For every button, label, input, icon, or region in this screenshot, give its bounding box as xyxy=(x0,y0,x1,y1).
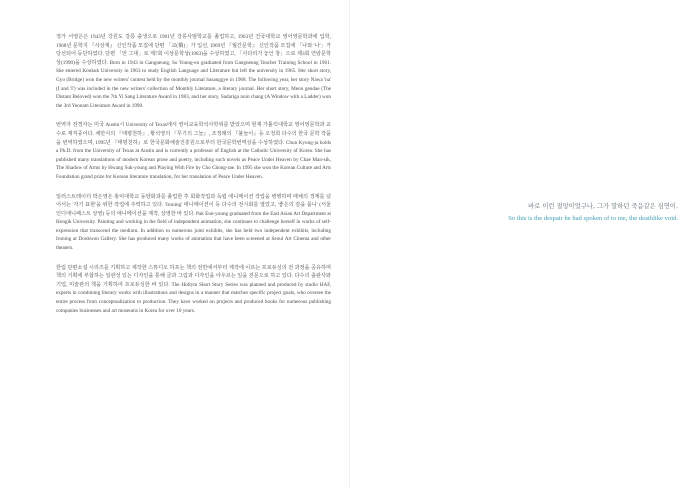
series-producer-korean: 한림 단편소설 시리즈를 기획하고 제작한 스튜디오 하프는 책의 전반에서부터 제작에 이르는 프로듀싱의 전 과정을 공유하며 책의 기획에 부합하는 일관성 있는 디자인을 통해 글과 그림과 디자인을 아우르는 일을 전문으로 하고 있다. 다수의 출판사와 기업, 미술관의 책을 기획하여 프로듀싱한 바 있다. xyxy=(56,264,331,288)
translator-bio-paragraph xyxy=(56,121,331,181)
translator-bio-english: Chun Kyung-ja holds a Ph.D. from the University of Texas at Austin and is currently a professor of English at the Catholic University of Korea. She has published many translations of modern Korean prose and poetry, including such novels as Peace Under Heaven by Chae Man-sik, The Shadow of Arms by Hwang Suk-young and Playing With Fire by Cho Chong-rae. In 1995 she won the Korean Culture and Arts Foundation grand prize for Korean literature translation, for her translation of Peace Under Heaven. xyxy=(56,139,332,180)
illustrator-bio-english: Pak Eun-young graduated from the East Asian Art Department at Hongik University. Painting and working in the field of independent animation, she continues to challenge herself in works of self-expression that transcend the medium. In addition to numerous joint exhibits, she has held two independent exhibits, including Ironing at Dookwon Gallery. She has produced many works of animation that have been screened at Seoul Art Cinema and other theaters. xyxy=(56,210,331,252)
series-producer-paragraph xyxy=(56,264,331,316)
page-gutter xyxy=(349,0,350,488)
illustrator-bio-paragraph xyxy=(56,193,331,253)
author-bio-paragraph xyxy=(56,33,331,110)
translator-bio-korean: 번역자 전경자는 미국 Austin시 University of Texas에서 영어교육학석사학위를 받았으며 현재 가톨릭대학교 영어영문학과 교수로 재직중이다. 채만식의 『태평천하』, 황석영의 『무기의 그늘』, 조정래의 『불놀이』등 오정희 다수의 한국 문학 작품을 번역하였으며, 1995년 『태평천하』로 한국문화예술진흥원으로부터 한국문학번역상을 수상하였다. xyxy=(56,122,331,146)
quote-english: So this is the despair he had spoken of to me, the deathlike void. xyxy=(508,215,678,222)
quote-korean: 바로 이런 절망이었구나, 그가 말하던 죽음같은 심연이. xyxy=(528,203,678,210)
left-page xyxy=(56,33,331,326)
right-page xyxy=(372,201,678,225)
series-producer-english: The Hollym Short Story Series was planned and produced by studio HAF, experts in combining literary works with illustrations and designs in a manner that matches specific project goals, who oversee the entire process from conceptualization to production. They have worked on projects and produced books for numerous publishing companies businesses and art museums in Korea for over 10 years. xyxy=(56,281,331,314)
illustrator-bio-korean: 일러스트레이터 박은영은 홍익대학교 동양화과를 졸업한 후 회화작업과 독립 애니메이션 작업을 병행하며 매체의 경계를 넘어서는 '자기 표현'을 위한 작업에 주력하고 있다. 'Ironing' 애니메이션이 등 다수의 전시회를 열었고, '좋은의 감을 몹니' (서울 인디애니페스트 상영) 등의 애니메이션을 제작, 상영한 바 있다. xyxy=(56,193,331,217)
author-bio-korean: 정가 서영은은 1943년 강원도 강릉 출생으로 1961년 강릉사범학교를 졸업하고, 1963년 건국대학교 영어영문학과에 입학, 1968년 문학지 『사상계』 신인작품 모집에 단편 「교(橋)」가 입선, 1969년 『월간문학』 신인작품 모집에 「나와 '나'」가 당선되어 등단하였다. 단편 「먼 그대」로 제7회 이상문학상(1983)을 수상하였고, 「사다리가 놓인 창」으로 제3회 연암문학상(1990)을 수상하였다. xyxy=(56,34,331,66)
author-bio-english: Born in 1943 in Gangneung, So Young-en graduated from Gangneung Teacher Training School in 1961. She entered Konkuk University in 1963 to study English Language and Literature but left the university in 1965. Her short story, Gyo (Bridge) won the new writers' contest held by the monthly journal Sasanggye in 1968. The following year, her story Nawa 'na' (I and 'I') was included in the new writers' collection of Monthly Literature, a literary journal. Her short story, Meon geudae (The Distant Beloved) won the 7th Yi Sang Literature Award in 1983, and her story, Sadariga noin chang (A Window with a Ladder) won the 3rd Yeonam Literature Award in 1990. xyxy=(56,59,331,109)
